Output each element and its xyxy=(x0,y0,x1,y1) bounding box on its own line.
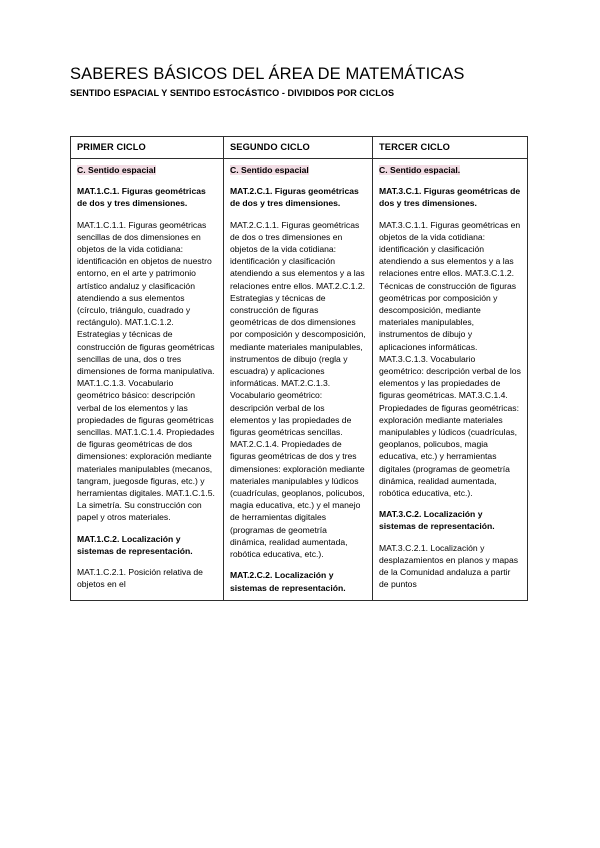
page-title: SABERES BÁSICOS DEL ÁREA DE MATEMÁTICAS xyxy=(70,65,465,83)
table-header-row xyxy=(71,137,528,159)
cycles-table-container xyxy=(70,136,527,601)
column-header-primer-ciclo: PRIMER CICLO xyxy=(71,137,224,159)
cell-tercer-ciclo xyxy=(373,159,528,601)
table-row xyxy=(71,159,528,601)
cell-segundo-ciclo xyxy=(224,159,373,601)
block-heading: MAT.3.C.1. Figuras geométricas de dos y tres dimensiones. xyxy=(379,186,521,209)
block-text: MAT.2.C.1.1. Figuras geométricas de dos o tres dimensiones en objetos de la vida cotidiana: identificación y clasificación atendiendo a sus elementos y a las relaciones entre ellos. MAT.2.C.1.2. Estrategias y técnicas de construcción de figuras geométricas de dos dimensiones por composición y descomposición, mediante materiales manipulables, instrumentos de dibujo (regla y escuadra) y aplicaciones informáticas. MAT.2.C.1.3. Vocabulario geométrico: descripción verbal de los elementos y las propiedades de figuras geométricas sencillas. MAT.2.C.1.4. Propiedades de figuras geométricas de dos y tres dimensiones: exploración mediante materiales manipulables y lúdicos (cuadrículas, geoplanos, policubos, magia educativa, etc.) y el manejo de herramientas digitales (programas de geometría dinámica, realidad aumentada, robótica educativa, etc.). xyxy=(230,219,366,560)
cycles-table xyxy=(70,136,528,601)
block-text: MAT.3.C.2.1. Localización y desplazamientos en planos y mapas de la Comunidad andaluza a partir de puntos xyxy=(379,542,519,590)
sense-label-highlight: C. Sentido espacial xyxy=(77,165,156,175)
block-text: MAT.3.C.1.1. Figuras geométricas en objetos de la vida cotidiana: identificación y clasificación atendiendo a sus elementos y a las relaciones entre ellos. MAT.3.C.1.2. Técnicas de construcción de figuras geométricas por composición y descomposición, mediante materiales manipulables, instrumentos de dibujo y aplicaciones informáticas. MAT.3.C.1.3. Vocabulario geométrico: descripción verbal de los elementos y las propiedades de figuras geométricas. MAT.3.C.1.4. Propiedades de figuras geométricas: exploración mediante materiales manipulables y lúdicos (cuadrículas, geoplanos, policubos, magia educativa, etc.) y herramientas digitales (programas de geometría dinámica, realidad aumentada, robótica educativa, etc.). xyxy=(379,219,521,499)
column-header-tercer-ciclo: TERCER CICLO xyxy=(373,137,528,159)
block-text: MAT.1.C.2.1. Posición relativa de objetos en el xyxy=(77,567,203,590)
block-heading: MAT.2.C.2. Localización y sistemas de representación. xyxy=(230,570,346,593)
cell-primer-ciclo xyxy=(71,159,224,601)
document-header xyxy=(70,64,540,99)
block-text: MAT.1.C.1.1. Figuras geométricas sencillas de dos dimensiones en objetos de la vida cotidiana: identificación en objetos de nuestro entorno, en el arte y patrimonio artístico andaluz y clasificación atendiendo a sus elementos (círculo, triángulo, cuadrado y rectángulo). MAT.1.C.1.2. Estrategias y técnicas de construcción de figuras geométricas sencillas de una, dos o tres dimensiones de forma manipulativa. MAT.1.C.1.3. Vocabulario geométrico básico: descripción verbal de los elementos y las propiedades de figuras geométricas sencillas. MAT.1.C.1.4. Propiedades de figuras geométricas de dos dimensiones: exploración mediante materiales manipulables (mecanos, tangram, juegosde figuras, etc.) y herramientas digitales. MAT.1.C.1.5. La simetría. Su construcción con papel y otros materiales. xyxy=(77,219,215,523)
block-heading: MAT.2.C.1. Figuras geométricas de dos y tres dimensiones. xyxy=(230,186,359,209)
block-heading: MAT.1.C.2. Localización y sistemas de representación. xyxy=(77,533,193,556)
column-header-segundo-ciclo: SEGUNDO CICLO xyxy=(224,137,373,159)
block-heading: MAT.3.C.2. Localización y sistemas de representación. xyxy=(379,509,495,532)
sense-label-segundo-ciclo xyxy=(230,164,366,176)
block-heading: MAT.1.C.1. Figuras geométricas de dos y tres dimensiones. xyxy=(77,186,206,209)
sense-label-highlight: C. Sentido espacial xyxy=(230,165,309,175)
page-subtitle: SENTIDO ESPACIAL Y SENTIDO ESTOCÁSTICO - DIVIDIDOS POR CICLOS xyxy=(70,87,395,98)
sense-label-tercer-ciclo xyxy=(379,164,521,176)
sense-label-primer-ciclo xyxy=(77,164,217,176)
sense-label-highlight: C. Sentido espacial. xyxy=(379,165,461,175)
